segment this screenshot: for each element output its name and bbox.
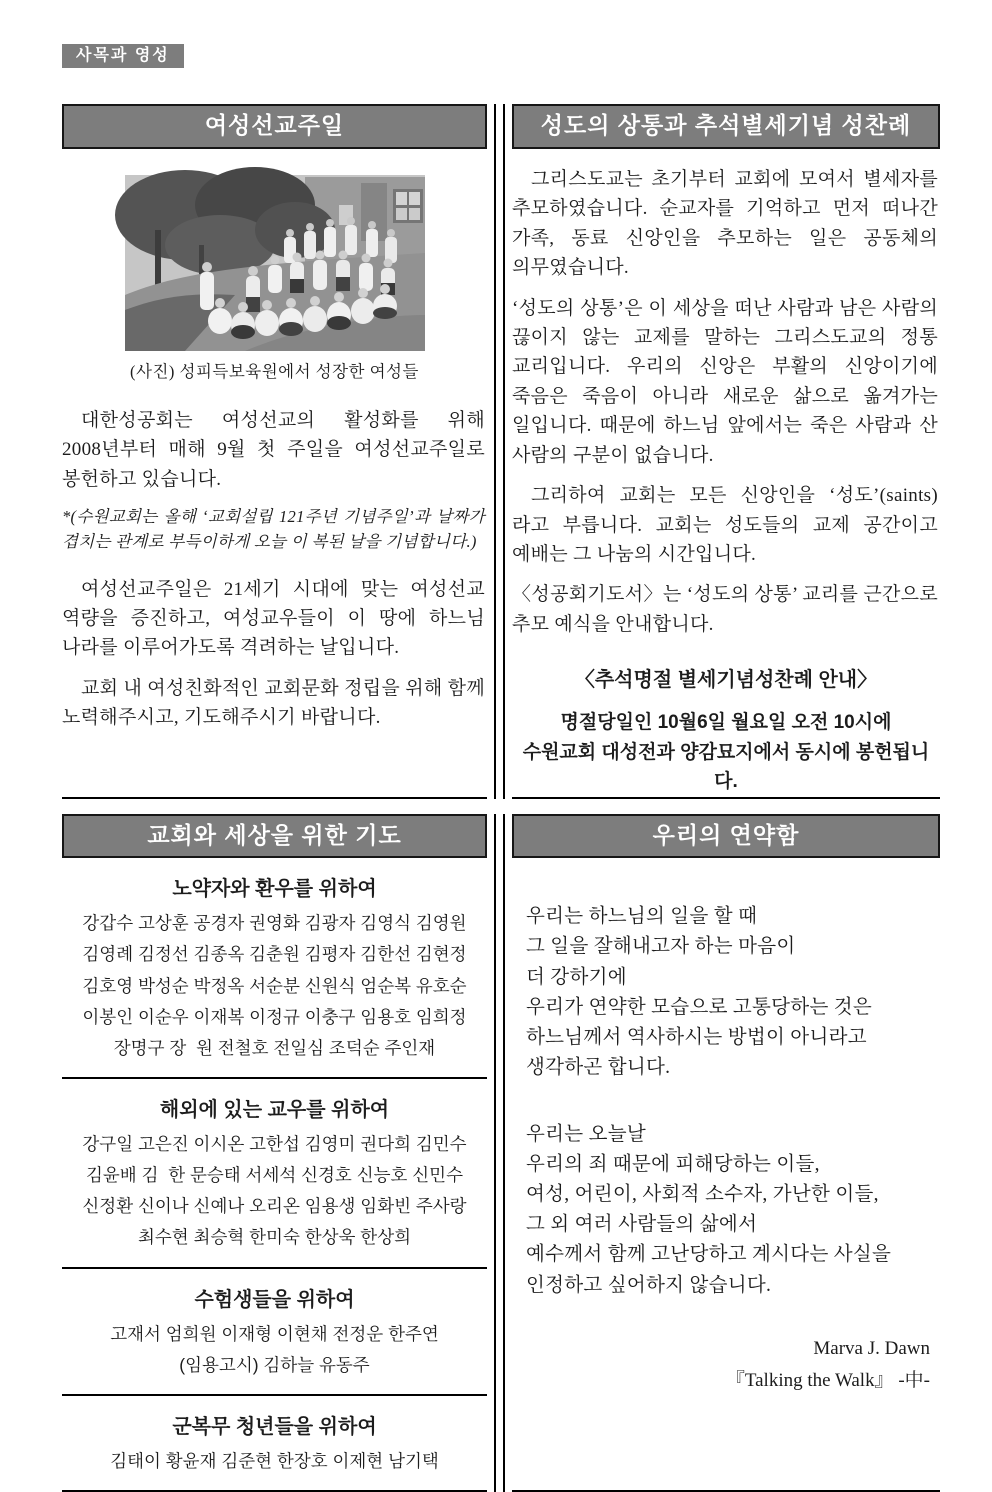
paragraph: ‘성도의 상통’은 이 세상을 떠난 사람과 남은 사람의 끊이지 않는 교제를 말하는 그리스도교의 정통 교리입니다. 우리의 신앙은 부활의 신앙이기에 죽음은 죽음이 아니라 새로운 삶으로 옮겨가는 일입니다. 때문에 하느님 앞에서는 죽은 사람과 산 사람의 구분이 없습니다. [512, 297, 938, 466]
paragraph: 그리하여 교회는 모든 신앙인을 ‘성도’(saints)라고 부릅니다. 교회는 성도들의 교제 공간이고 예배는 그 나눔의 시간입니다. [512, 485, 938, 566]
poem-line: 예수께서 함께 고난당하고 계시다는 사실을 [526, 1244, 892, 1266]
poem-line: 우리는 오늘날 [526, 1123, 646, 1145]
paragraph: 그리스도교는 초기부터 교회에 모여서 별세자를 추모하였습니다. 순교자를 기억하고 먼저 떠나간 가족, 동료 신앙인을 추모하는 일은 공동체의 의무였습니다. [512, 168, 938, 279]
name-line: 김윤배 김 한 문승태 서세석 신경호 신능호 신민수 [86, 1165, 463, 1186]
name-line: 장명구 장 원 전철호 전일심 조덕순 주인재 [113, 1037, 436, 1058]
page-section-tag: 사목과 영성 [62, 44, 184, 68]
notice-title: 〈추석명절 별세기념성찬례 안내〉 [574, 669, 878, 692]
poem-line: 우리가 연약한 모습으로 고통당하는 것은 [526, 996, 873, 1018]
prayer-group-sick-elderly [62, 858, 487, 1079]
column-divider [487, 104, 512, 798]
paragraph: 교회 내 여성친화적인 교회문화 정립을 위해 함께 노력해주시고, 기도해주시기 바랍니다. [62, 677, 485, 729]
section-title-women-mission: 여성선교주일 [62, 104, 487, 149]
top-row [62, 104, 940, 798]
prayer-group-title: 군복무 청년들을 위하여 [172, 1415, 377, 1438]
poem-line: 그 일을 잘해내고자 하는 마음이 [526, 936, 796, 958]
name-line: 이봉인 이순우 이재복 이정규 이충구 임용호 임희정 [82, 1006, 467, 1027]
section-title-weakness: 우리의 연약함 [512, 814, 940, 859]
section-prayer-list [62, 814, 487, 1492]
name-line: 최수현 최승혁 한미숙 한상욱 한상희 [137, 1227, 412, 1248]
prayer-group-overseas [62, 1079, 487, 1269]
name-line: 강구일 고은진 이시온 고한섭 김영미 권다희 김민수 [82, 1133, 467, 1154]
name-line: 강갑수 고상훈 공경자 권영화 김광자 김영식 김영원 [82, 913, 467, 934]
poem-line: 생각하곤 합니다. [526, 1057, 671, 1079]
poem-line: 여성, 어린이, 사회적 소수자, 가난한 이들, [526, 1184, 879, 1205]
name-line: 고재서 엄희원 이재형 이현채 전정운 한주연 [110, 1323, 439, 1344]
footnote: *(수원교회는 올해 ‘교회설립 121주년 기념주일’과 날짜가 겹치는 관계로 부득이하게 오늘 이 복된 날을 기념합니다.) [62, 507, 485, 551]
prayer-group-title: 노약자와 환우를 위하여 [172, 878, 377, 901]
prayer-group-exam-takers [62, 1269, 487, 1396]
column-divider [487, 814, 512, 1492]
section-title-prayer: 교회와 세상을 위한 기도 [62, 814, 487, 859]
prayer-group-military [62, 1396, 487, 1490]
notice-line: 수원교회 대성전과 양감묘지에서 동시에 봉헌됩니다. [522, 741, 930, 793]
paragraph: 대한성공회는 여성선교의 활성화를 위해 2008년부터 매해 9월 첫 주일을 여성선교주일로 봉헌하고 있습니다. [62, 409, 485, 490]
book-title: 『Talking the Walk』 -中- [725, 1370, 930, 1392]
prayer-group-title: 수험생들을 위하여 [194, 1288, 355, 1311]
section-title-communion: 성도의 상통과 추석별세기념 성찬례 [512, 104, 940, 149]
name-line: 김영례 김정선 김종옥 김춘원 김평자 김한선 김현정 [82, 944, 467, 965]
poem-line: 우리는 하느님의 일을 할 때 [526, 906, 758, 928]
poem-line: 하느님께서 역사하시는 방법이 아니라고 [526, 1027, 867, 1049]
poem-line: 인정하고 싶어하지 않습니다. [526, 1274, 772, 1296]
poem-line: 그 외 여러 사람들의 삶에서 [526, 1214, 758, 1236]
name-line: 김호영 박성순 박정옥 서순분 신원식 엄순복 유호순 [82, 975, 467, 996]
poem-line: 우리의 죄 때문에 피해당하는 이들, [526, 1153, 820, 1175]
prayer-group-title: 해외에 있는 교우를 위하여 [159, 1098, 390, 1121]
poem-line: 더 강하기에 [526, 966, 627, 988]
section-women-mission-sunday [62, 104, 487, 798]
photo-caption: (사진) 성피득보육원에서 성장한 여성들 [130, 361, 419, 381]
historical-photo [125, 175, 425, 351]
name-line: 김태이 황윤재 김준현 한장호 이제현 남기택 [110, 1450, 439, 1471]
name-line: (임용고시) 김하늘 유동주 [179, 1354, 370, 1375]
quote-attribution [512, 1333, 930, 1398]
name-line: 신정환 신이나 신예나 오리온 임용생 임화빈 주사랑 [82, 1196, 467, 1217]
section-communion-of-saints [512, 104, 940, 798]
quote-poem [526, 902, 940, 1301]
section-our-weakness [512, 814, 940, 1492]
bottom-row [62, 814, 940, 1492]
paragraph: 〈성공회기도서〉는 ‘성도의 상통’ 교리를 근간으로 추모 예식을 안내합니다. [512, 584, 938, 635]
paragraph: 여성선교주일은 21세기 시대에 맞는 여성선교 역량을 증진하고, 여성교우들이 이 땅에 하느님 나라를 이루어가도록 격려하는 날입니다. [62, 578, 485, 659]
notice-line: 명절당일인 10월6일 월요일 오전 10시에 [560, 712, 892, 734]
author-name: Marva J. Dawn [813, 1337, 930, 1359]
